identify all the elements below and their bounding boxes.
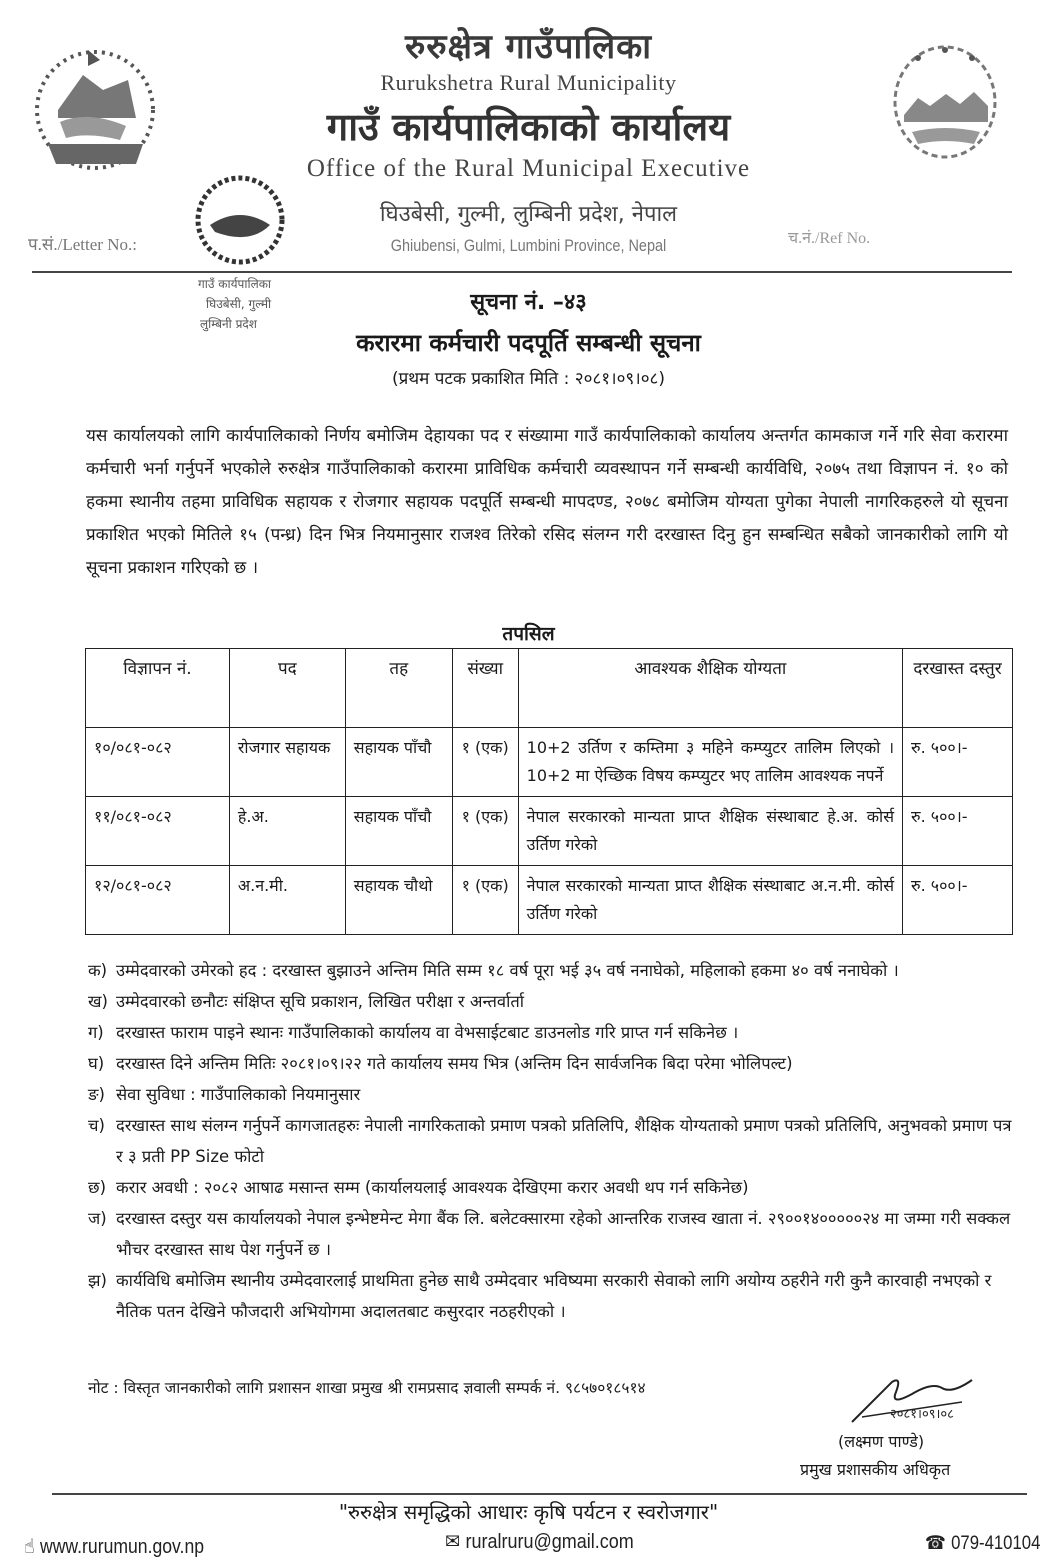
email-link[interactable]	[445, 1529, 634, 1554]
column-header: दरखास्त दस्तुर	[903, 649, 1013, 728]
condition-label: झ)	[88, 1271, 107, 1290]
level-cell: सहायक चौथो	[345, 866, 452, 935]
schedule-heading: तपसिल	[502, 623, 555, 645]
condition-item	[88, 1048, 1018, 1079]
ad-number-cell: १०/०८१-०८२	[86, 728, 230, 797]
vacancy-table	[85, 648, 1013, 935]
count-cell: १ (एक)	[452, 728, 518, 797]
footer-divider	[52, 1493, 1027, 1495]
condition-label: ङ)	[88, 1085, 105, 1104]
fee-cell: रु. ५००।-	[903, 797, 1013, 866]
fee-cell: रु. ५००।-	[903, 866, 1013, 935]
address-nepali: घिउबेसी, गुल्मी, लुम्बिनी प्रदेश, नेपाल	[379, 202, 678, 227]
condition-item	[88, 1265, 1018, 1327]
condition-label: छ)	[88, 1178, 107, 1197]
fee-cell: रु. ५००।-	[903, 728, 1013, 797]
post-cell: हे.अ.	[229, 797, 345, 866]
conditions-list	[88, 955, 1018, 1327]
ad-number-cell: १२/०८१-०८२	[86, 866, 230, 935]
count-cell: १ (एक)	[452, 866, 518, 935]
notice-title: करारमा कर्मचारी पदपूर्ति सम्बन्धी सूचना	[356, 329, 701, 357]
condition-text: उम्मेदवारको उमेरको हद : दरखास्त बुझाउने अन्तिम मिति सम्म १८ वर्ष पूरा भई ३५ वर्ष ननाघेको, महिलाको हकमा ४० वर्ष ननाघेको ।	[116, 961, 899, 980]
ad-number-cell: ११/०८१-०८२	[86, 797, 230, 866]
telephone-icon: ☎	[925, 1532, 946, 1554]
condition-item	[88, 955, 1018, 986]
condition-text: दरखास्त फाराम पाइने स्थानः गाउँपालिकाको कार्यालय वा वेभसाईटबाट डाउनलोड गरि प्राप्त गर्न सकिनेछ ।	[116, 1023, 739, 1042]
signature-icon	[832, 1372, 982, 1430]
condition-label: घ)	[88, 1054, 105, 1073]
column-header: तह	[345, 649, 452, 728]
column-header: संख्या	[452, 649, 518, 728]
table-row	[86, 797, 1013, 866]
municipality-name-english: Rurukshetra Rural Municipality	[380, 70, 677, 95]
condition-text: दरखास्त साथ संलग्न गर्नुपर्ने कागजातहरुः नेपाली नागरिकताको प्रमाण पत्रको प्रतिलिपि, शैक्षिक योग्यताको प्रमाण पत्रको प्रतिलिपि, अनुभवको प्रमाण पत्र र ३ प्रती PP Size फोटो	[116, 1116, 1012, 1166]
envelope-icon: ✉	[445, 1529, 461, 1553]
svg-text:२०८१।०९।०८: २०८१।०९।०८	[890, 1407, 954, 1422]
pointer-hand-icon: ☝	[24, 1534, 35, 1558]
level-cell: सहायक पाँचौ	[345, 797, 452, 866]
signatory-name: (लक्ष्मण पाण्डे)	[838, 1432, 925, 1451]
table-row	[86, 866, 1013, 935]
condition-text: करार अवधी : २०८२ आषाढ मसान्त सम्म (कार्यालयलाई आवश्यक देखिएमा करार अवधी थप गर्न सकिनेछ)	[116, 1178, 749, 1197]
notice-body-paragraph: यस कार्यालयको लागि कार्यपालिकाको निर्णय बमोजिम देहायका पद र संख्यामा गाउँ कार्यपालिकाको कार्यालय अन्तर्गत कामकाज गर्ने गरि सेवा करारमा कर्मचारी भर्ना गर्नुपर्ने भएकोले रुरुक्षेत्र गाउँपालिकाको करारमा प्राविधिक कर्मचारी व्यवस्थापन गर्ने सम्बन्धी कार्यविधि, २०७५ तथा विज्ञापन नं. १० को हकमा स्थानीय तहमा प्राविधिक सहायक र रोजगार सहायक पदपूर्ति सम्बन्धी मापदण्ड, २०७८ बमोजिम योग्यता पुगेका नेपाली नागरिकहरुले यो सूचना प्रकाशित भएको मितिले १५ (पन्ध्र) दिन भित्र नियमानुसार राजश्व तिरेको रसिद संलग्न गरी दरखास्त दिनु हुन सम्बन्धित सबैको जानकारीको लागि यो सूचना प्रकाशन गरिएको छ ।	[86, 426, 1008, 578]
letter-number-label: प.सं./Letter No.:	[28, 235, 137, 254]
condition-label: ज)	[88, 1209, 107, 1228]
qualification-cell: नेपाल सरकारको मान्यता प्राप्त शैक्षिक संस्थाबाट अ.न.मी. कोर्स उर्तिण गरेको	[518, 866, 902, 935]
condition-text: उम्मेदवारको छनौटः संक्षिप्त सूचि प्रकाशन, लिखित परीक्षा र अन्तर्वार्ता	[116, 992, 525, 1011]
condition-item	[88, 1203, 1018, 1265]
website-text: www.rurumun.gov.np	[40, 1536, 205, 1558]
published-date: (प्रथम पटक प्रकाशित मिति : २०८१।०९।०८)	[391, 369, 666, 389]
qualification-cell: 10+2 उर्तिण र कम्तिमा ३ महिने कम्प्युटर तालिम लिएको । 10+2 मा ऐच्छिक विषय कम्प्युटर भए तालिम आवश्यक नपर्ने	[518, 728, 902, 797]
municipality-motto: "रुरुक्षेत्र समृद्धिको आधारः कृषि पर्यटन र स्वरोजगार"	[338, 1500, 719, 1524]
condition-label: च)	[88, 1116, 105, 1135]
condition-text: दरखास्त दस्तुर यस कार्यालयको नेपाल इन्भेष्टमेन्ट मेगा बैंक लि. बलेटक्सारमा रहेको आन्तरिक राजस्व खाता नं. २९००१४०००००२४ मा जम्मा गरी सक्कल भौचर दरखास्त साथ पेश गर्नुपर्ने छ ।	[116, 1209, 1011, 1259]
notice-number: सूचना नं. –४३	[470, 290, 587, 315]
count-cell: १ (एक)	[452, 797, 518, 866]
municipality-name-nepali: रुरुक्षेत्र गाउँपालिका	[404, 27, 653, 67]
qualification-cell: नेपाल सरकारको मान्यता प्राप्त शैक्षिक संस्थाबाट हे.अ. कोर्स उर्तिण गरेको	[518, 797, 902, 866]
level-cell: सहायक पाँचौ	[345, 728, 452, 797]
post-cell: रोजगार सहायक	[229, 728, 345, 797]
condition-label: ग)	[88, 1023, 104, 1042]
address-english: Ghiubensi, Gulmi, Lumbini Province, Nepal	[390, 236, 667, 255]
condition-label: क)	[88, 961, 108, 980]
letterhead-divider	[32, 271, 1012, 273]
email-text: ruralruru@gmail.com	[465, 1531, 634, 1553]
condition-item	[88, 1172, 1018, 1203]
column-header: आवश्यक शैक्षिक योग्यता	[518, 649, 902, 728]
condition-item	[88, 1079, 1018, 1110]
column-header: पद	[229, 649, 345, 728]
condition-text: दरखास्त दिने अन्तिम मितिः २०८१।०९।२२ गते कार्यालय समय भित्र (अन्तिम दिन सार्वजनिक बिदा परेमा भोलिपल्ट)	[116, 1054, 793, 1073]
website-link[interactable]	[24, 1534, 204, 1559]
column-header: विज्ञापन नं.	[86, 649, 230, 728]
condition-item	[88, 986, 1018, 1017]
reference-number-label: च.नं./Ref No.	[788, 230, 871, 247]
condition-label: ख)	[88, 992, 108, 1011]
office-name-english: Office of the Rural Municipal Executive	[306, 155, 751, 182]
post-cell: अ.न.मी.	[229, 866, 345, 935]
contact-note: नोट : विस्तृत जानकारीको लागि प्रशासन शाखा प्रमुख श्री रामप्रसाद ज्ञवाली सम्पर्क नं. ९८५७०१८५१४	[88, 1379, 646, 1397]
svg-text:घिउबेसी, गुल्मी: घिउबेसी, गुल्मी	[206, 297, 272, 311]
condition-item	[88, 1017, 1018, 1048]
table-row	[86, 728, 1013, 797]
svg-text:गाउँ कार्यपालिका: गाउँ कार्यपालिका	[198, 277, 272, 291]
condition-text: सेवा सुविधा : गाउँपालिकाको नियमानुसार	[116, 1085, 361, 1104]
office-name-nepali: गाउँ कार्यपालिकाको कार्यालय	[326, 104, 731, 149]
signatory-title: प्रमुख प्रशासकीय अधिकृत	[800, 1460, 951, 1479]
table-header-row	[86, 649, 1013, 728]
condition-item	[88, 1110, 1018, 1172]
svg-text:लुम्बिनी प्रदेश: लुम्बिनी प्रदेश	[200, 317, 257, 331]
phone-text: 079-410104	[951, 1533, 1041, 1554]
condition-text: कार्यविधि बमोजिम स्थानीय उम्मेदवारलाई प्राथमिता हुनेछ साथै उम्मेदवार भविष्यमा सरकारी सेवाको लागि अयोग्य ठहरीने गरी कुनै कारवाही नभएको र नैतिक पतन देखिने फौजदारी अभियोगमा अदालतबाट कसुरदार नठहरीएको ।	[116, 1271, 992, 1321]
phone-number	[925, 1532, 1040, 1555]
